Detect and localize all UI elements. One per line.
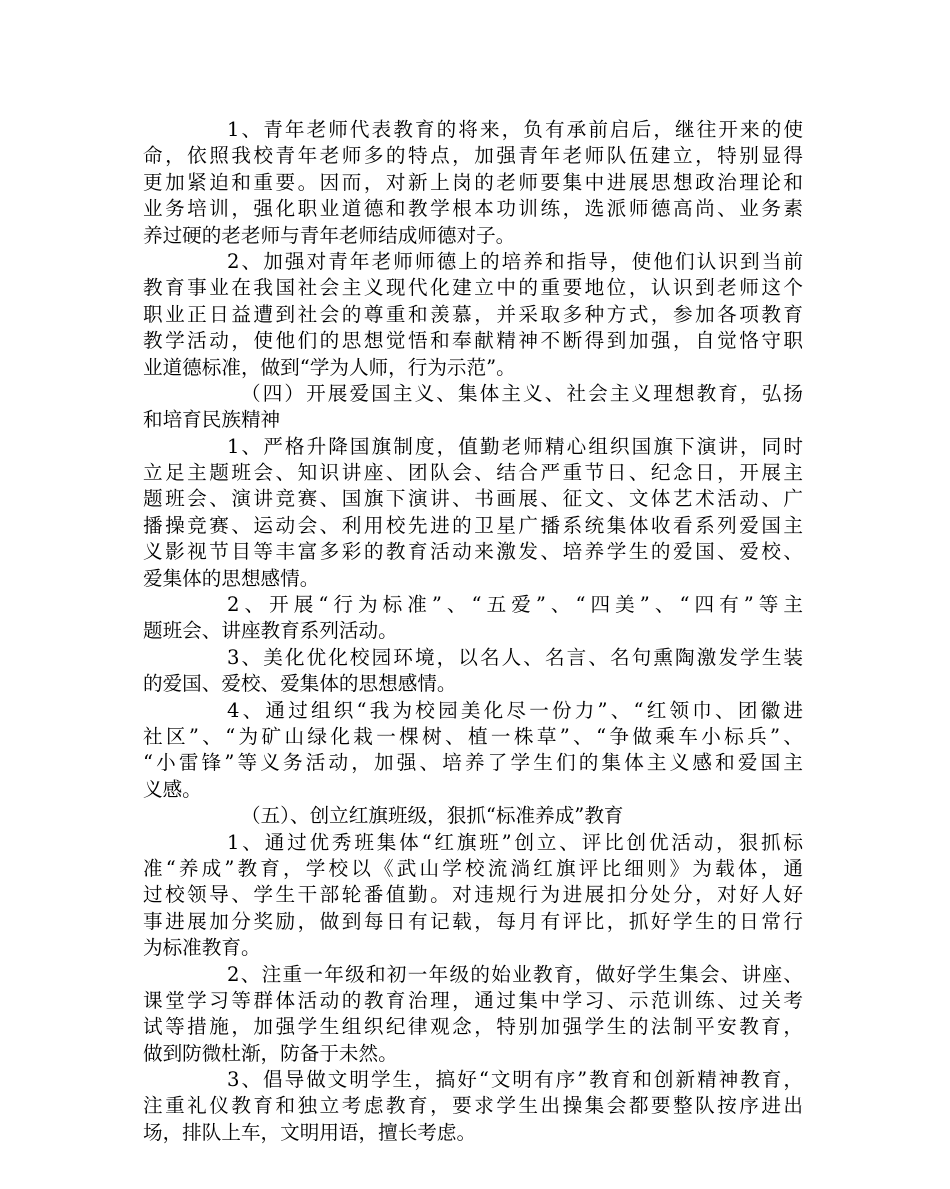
paragraph-line: 课堂学习等群体活动的教育治理，通过集中学习、示范训练、过关考 xyxy=(143,988,803,1012)
paragraph-line: 义影视节目等丰富多彩的教育活动来激发、培养学生的爱国、爱校、 xyxy=(143,540,803,564)
paragraph-line: 1、严格升降国旗制度，值勤老师精心组织国旗下演讲，同时 xyxy=(227,434,803,458)
paragraph-line: 3、倡导做文明学生，搞好“文明有序”教育和创新精神教育， xyxy=(227,1068,803,1092)
paragraph-line: 命，依照我校青年老师多的特点，加强青年老师队伍建立，特别显得 xyxy=(143,144,803,168)
paragraph-line: “小雷锋”等义务活动，加强、培养了学生们的集体主义感和爱国主 xyxy=(143,751,803,775)
paragraph-line: 2、加强对青年老师师德上的培养和指导，使他们认识到当前 xyxy=(227,249,803,273)
paragraph-line: 养过硬的老老师与青年老师结成师德对子。 xyxy=(143,223,516,247)
paragraph-line: 事进展加分奖励，做到每日有记载，每月有评比，抓好学生的日常行 xyxy=(143,909,803,933)
paragraph-line: 教育事业在我国社会主义现代化建立中的重要地位，认识到老师这个 xyxy=(143,276,803,300)
paragraph-line: 义感。 xyxy=(143,777,202,801)
paragraph-line: 3、美化优化校园环境，以名人、名言、名句熏陶激发学生装 xyxy=(227,645,803,669)
paragraph-line: 的爱国、爱校、爱集体的思想感情。 xyxy=(143,672,457,696)
paragraph-line: 1、青年老师代表教育的将来，负有承前启后，继往开来的使 xyxy=(227,118,803,141)
paragraph-line: 题班会、讲座教育系列活动。 xyxy=(143,619,398,643)
paragraph-line: 2、注重一年级和初一年级的始业教育，做好学生集会、讲座、 xyxy=(227,962,803,986)
paragraph-line: 业道德标准，做到“学为人师，行为示范”。 xyxy=(143,355,516,379)
paragraph-line: 4、通过组织“我为校园美化尽一份力”、“红领巾、团徽进 xyxy=(227,698,803,722)
paragraph-line: 题班会、演讲竞赛、国旗下演讲、书画展、征文、文体艺术活动、广 xyxy=(143,487,803,511)
paragraph-line: 准“养成”教育，学校以《武山学校流淌红旗评比细则》为载体，通 xyxy=(143,856,803,880)
paragraph-line: 教学活动，使他们的思想觉悟和奉献精神不断得到加强，自觉恪守职 xyxy=(143,329,803,353)
paragraph-line: 职业正日益遭到社会的尊重和羡慕，并采取多种方式，参加各项教育 xyxy=(143,302,803,326)
paragraph-line: 更加紧迫和重要。因而，对新上岗的老师要集中进展思想政治理论和 xyxy=(143,170,803,194)
paragraph-line: 业务培训，强化职业道德和教学根本功训练，选派师德高尚、业务素 xyxy=(143,197,803,221)
paragraph-line: 社区”、“为矿山绿化栽一棵树、植一株草”、“争做乘车小标兵”、 xyxy=(143,724,803,748)
section-heading: （四）开展爱国主义、集体主义、社会主义理想教育，弘扬 xyxy=(241,381,803,405)
paragraph-line: 2、开展“行为标准”、“五爱”、“四美”、“四有”等主 xyxy=(227,593,803,617)
paragraph-line: 立足主题班会、知识讲座、团队会、结合严重节日、纪念日，开展主 xyxy=(143,461,803,485)
paragraph-line: 1、通过优秀班集体“红旗班”创立、评比创优活动，狠抓标 xyxy=(227,830,803,854)
section-heading: （五）、创立红旗班级，狠抓“标准养成”教育 xyxy=(241,804,624,828)
paragraph-line: 播操竞赛、运动会、利用校先进的卫星广播系统集体收看系列爱国主 xyxy=(143,513,803,537)
paragraph-line: 过校领导、学生干部轮番值勤。对违规行为进展扣分处分，对好人好 xyxy=(143,883,803,907)
document-body xyxy=(143,117,803,1146)
paragraph-line: 爱集体的思想感情。 xyxy=(143,566,320,590)
paragraph-line: 试等措施，加强学生组织纪律观念，特别加强学生的法制平安教育， xyxy=(143,1015,803,1039)
paragraph-line: 做到防微杜渐，防备于未然。 xyxy=(143,1041,398,1065)
paragraph-line: 为标准教育。 xyxy=(143,936,261,960)
paragraph-line: 场，排队上车，文明用语，擅长考虑。 xyxy=(143,1120,477,1144)
paragraph-line: 注重礼仪教育和独立考虑教育，要求学生出操集会都要整队按序进出 xyxy=(143,1094,803,1118)
section-heading: 和培育民族精神 xyxy=(143,408,281,432)
